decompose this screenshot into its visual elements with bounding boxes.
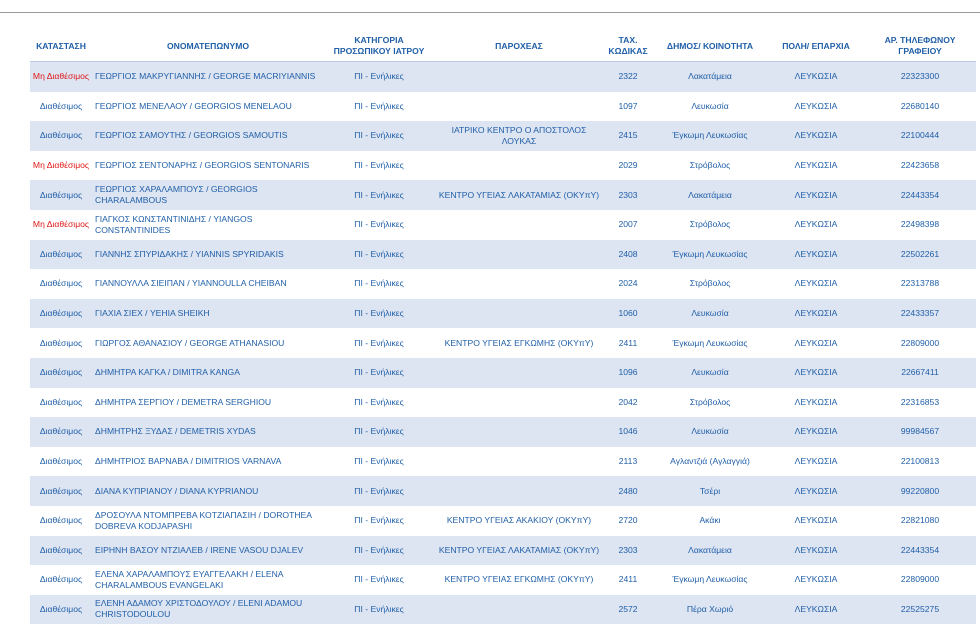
municipality-cell: Στρόβολος	[652, 269, 768, 299]
name-cell: ΓΙΑΧΙΑ ΣΙΕΧ / YEHIA SHEIKH	[92, 299, 324, 329]
city-cell: ΛΕΥΚΩΣΙΑ	[768, 595, 864, 625]
municipality-cell: Τσέρι	[652, 476, 768, 506]
col-header-name: ΟΝΟΜΑΤΕΠΩΝΥΜΟ	[92, 31, 324, 62]
category-cell: ΠΙ - Ενήλικες	[324, 240, 434, 270]
table-row	[30, 240, 976, 270]
name-cell: ΓΙΑΓΚΟΣ ΚΩΝΣΤΑΝΤΙΝΙΔΗΣ / YIANGOS CONSTANTINIDES	[92, 210, 324, 240]
postal-code-cell: 2303	[604, 536, 652, 566]
category-cell: ΠΙ - Ενήλικες	[324, 210, 434, 240]
city-cell: ΛΕΥΚΩΣΙΑ	[768, 417, 864, 447]
phone-cell: 22809000	[864, 328, 976, 358]
municipality-cell: Λακατάμεια	[652, 180, 768, 210]
name-cell: ΔΗΜΗΤΡΑ ΣΕΡΓΙΟΥ / DEMETRA SERGHIOU	[92, 388, 324, 418]
municipality-cell: Λευκωσία	[652, 417, 768, 447]
status-cell: Διαθέσιμος	[30, 269, 92, 299]
phone-cell: 22443354	[864, 180, 976, 210]
name-cell: ΓΕΩΡΓΙΟΣ ΣΑΜΟΥΤΗΣ / GEORGIOS SAMOUTIS	[92, 121, 324, 151]
category-cell: ΠΙ - Ενήλικες	[324, 388, 434, 418]
name-cell: ΕΙΡΗΝΗ ΒΑΣΟΥ ΝΤΖΙΑΛΕΒ / IRENE VASOU DJALEV	[92, 536, 324, 566]
status-cell: Διαθέσιμος	[30, 180, 92, 210]
phone-cell: 22100813	[864, 447, 976, 477]
provider-cell	[434, 151, 604, 181]
phone-cell: 22316853	[864, 388, 976, 418]
doctors-table	[30, 31, 976, 624]
table-row	[30, 299, 976, 329]
status-cell: Διαθέσιμος	[30, 417, 92, 447]
postal-code-cell: 2415	[604, 121, 652, 151]
municipality-cell: Λακατάμεια	[652, 62, 768, 92]
city-cell: ΛΕΥΚΩΣΙΑ	[768, 121, 864, 151]
name-cell: ΔΡΟΣΟΥΛΑ ΝΤΟΜΠΡΕΒΑ ΚΟΤΖΙΑΠΑΣΙΗ / DOROTHEA DOBREVA KODJAPASHI	[92, 506, 324, 536]
table-row	[30, 417, 976, 447]
city-cell: ΛΕΥΚΩΣΙΑ	[768, 151, 864, 181]
status-cell: Διαθέσιμος	[30, 388, 92, 418]
postal-code-cell: 2572	[604, 595, 652, 625]
category-cell: ΠΙ - Ενήλικες	[324, 595, 434, 625]
provider-cell	[434, 476, 604, 506]
name-cell: ΔΗΜΗΤΡΙΟΣ ΒΑΡΝΑΒΑ / DIMITRIOS VARNAVA	[92, 447, 324, 477]
provider-cell: ΚΕΝΤΡΟ ΥΓΕΙΑΣ ΕΓΚΩΜΗΣ (ΟΚΥπΥ)	[434, 565, 604, 595]
phone-cell: 22821080	[864, 506, 976, 536]
col-header-city: ΠΟΛΗ/ ΕΠΑΡΧΙΑ	[768, 31, 864, 62]
municipality-cell: Λευκωσία	[652, 92, 768, 122]
city-cell: ΛΕΥΚΩΣΙΑ	[768, 506, 864, 536]
municipality-cell: Έγκωμη Λευκωσίας	[652, 565, 768, 595]
postal-code-cell: 2042	[604, 388, 652, 418]
city-cell: ΛΕΥΚΩΣΙΑ	[768, 180, 864, 210]
status-cell: Μη Διαθέσιμος	[30, 151, 92, 181]
postal-code-cell: 2411	[604, 328, 652, 358]
name-cell: ΔΗΜΗΤΡΑ ΚΑΓΚΑ / DIMITRA KANGA	[92, 358, 324, 388]
postal-code-cell: 2113	[604, 447, 652, 477]
phone-cell: 99220800	[864, 476, 976, 506]
status-cell: Διαθέσιμος	[30, 536, 92, 566]
municipality-cell: Λακατάμεια	[652, 536, 768, 566]
phone-cell: 99984567	[864, 417, 976, 447]
name-cell: ΓΕΩΡΓΙΟΣ ΜΑΚΡΥΓΙΑΝΝΗΣ / GEORGE MACRIYIANNIS	[92, 62, 324, 92]
provider-cell	[434, 269, 604, 299]
provider-cell: ΚΕΝΤΡΟ ΥΓΕΙΑΣ ΕΓΚΩΜΗΣ (ΟΚΥπΥ)	[434, 328, 604, 358]
phone-cell: 22433357	[864, 299, 976, 329]
category-cell: ΠΙ - Ενήλικες	[324, 417, 434, 447]
name-cell: ΔΗΜΗΤΡΗΣ ΞΥΔΑΣ / DEMETRIS XYDAS	[92, 417, 324, 447]
postal-code-cell: 1097	[604, 92, 652, 122]
status-cell: Διαθέσιμος	[30, 121, 92, 151]
provider-cell: ΚΕΝΤΡΟ ΥΓΕΙΑΣ ΛΑΚΑΤΑΜΙΑΣ (ΟΚΥπΥ)	[434, 180, 604, 210]
category-cell: ΠΙ - Ενήλικες	[324, 565, 434, 595]
postal-code-cell: 2007	[604, 210, 652, 240]
col-header-phone: ΑΡ. ΤΗΛΕΦΩΝΟΥ ΓΡΑΦΕΙΟΥ	[864, 31, 976, 62]
col-header-provider: ΠΑΡΟΧΕΑΣ	[434, 31, 604, 62]
category-cell: ΠΙ - Ενήλικες	[324, 476, 434, 506]
provider-cell	[434, 447, 604, 477]
city-cell: ΛΕΥΚΩΣΙΑ	[768, 447, 864, 477]
name-cell: ΓΙΑΝΝΟΥΛΛΑ ΣΙΕΙΠΑΝ / YIANNOULLA CHEIBAN	[92, 269, 324, 299]
phone-cell: 22323300	[864, 62, 976, 92]
category-cell: ΠΙ - Ενήλικες	[324, 358, 434, 388]
table-row	[30, 595, 976, 625]
city-cell: ΛΕΥΚΩΣΙΑ	[768, 92, 864, 122]
provider-cell	[434, 388, 604, 418]
name-cell: ΓΕΩΡΓΙΟΣ ΣΕΝΤΟΝΑΡΗΣ / GEORGIOS SENTONARIS	[92, 151, 324, 181]
status-cell: Διαθέσιμος	[30, 476, 92, 506]
col-header-category: ΚΑΤΗΓΟΡΙΑ ΠΡΟΣΩΠΙΚΟΥ ΙΑΤΡΟΥ	[324, 31, 434, 62]
postal-code-cell: 2720	[604, 506, 652, 536]
category-cell: ΠΙ - Ενήλικες	[324, 328, 434, 358]
city-cell: ΛΕΥΚΩΣΙΑ	[768, 299, 864, 329]
postal-code-cell: 2024	[604, 269, 652, 299]
city-cell: ΛΕΥΚΩΣΙΑ	[768, 358, 864, 388]
status-cell: Διαθέσιμος	[30, 506, 92, 536]
provider-cell: ΚΕΝΤΡΟ ΥΓΕΙΑΣ ΛΑΚΑΤΑΜΙΑΣ (ΟΚΥπΥ)	[434, 536, 604, 566]
category-cell: ΠΙ - Ενήλικες	[324, 180, 434, 210]
postal-code-cell: 1096	[604, 358, 652, 388]
table-row	[30, 62, 976, 92]
table-row	[30, 447, 976, 477]
provider-cell	[434, 240, 604, 270]
category-cell: ΠΙ - Ενήλικες	[324, 92, 434, 122]
name-cell: ΓΕΩΡΓΙΟΣ ΧΑΡΑΛΑΜΠΟΥΣ / GEORGIOS CHARALAMBOUS	[92, 180, 324, 210]
municipality-cell: Λευκωσία	[652, 358, 768, 388]
table-row	[30, 269, 976, 299]
city-cell: ΛΕΥΚΩΣΙΑ	[768, 240, 864, 270]
table-row	[30, 536, 976, 566]
postal-code-cell: 1060	[604, 299, 652, 329]
category-cell: ΠΙ - Ενήλικες	[324, 62, 434, 92]
municipality-cell: Στρόβολος	[652, 388, 768, 418]
status-cell: Διαθέσιμος	[30, 447, 92, 477]
provider-cell	[434, 595, 604, 625]
city-cell: ΛΕΥΚΩΣΙΑ	[768, 388, 864, 418]
status-cell: Διαθέσιμος	[30, 358, 92, 388]
postal-code-cell: 2408	[604, 240, 652, 270]
category-cell: ΠΙ - Ενήλικες	[324, 506, 434, 536]
table-row	[30, 328, 976, 358]
phone-cell: 22680140	[864, 92, 976, 122]
name-cell: ΕΛΕΝΑ ΧΑΡΑΛΑΜΠΟΥΣ ΕΥΑΓΓΕΛΑΚΗ / ELENA CHARALAMBOUS EVANGELAKI	[92, 565, 324, 595]
postal-code-cell: 2322	[604, 62, 652, 92]
city-cell: ΛΕΥΚΩΣΙΑ	[768, 269, 864, 299]
municipality-cell: Αγλαντζιά (Αγλαγγιά)	[652, 447, 768, 477]
status-cell: Διαθέσιμος	[30, 299, 92, 329]
phone-cell: 22313788	[864, 269, 976, 299]
category-cell: ΠΙ - Ενήλικες	[324, 447, 434, 477]
col-header-municipality: ΔΗΜΟΣ/ ΚΟΙΝΟΤΗΤΑ	[652, 31, 768, 62]
postal-code-cell: 2029	[604, 151, 652, 181]
city-cell: ΛΕΥΚΩΣΙΑ	[768, 210, 864, 240]
name-cell: ΔΙΑΝΑ ΚΥΠΡΙΑΝΟΥ / DIANA KYPRIANOU	[92, 476, 324, 506]
municipality-cell: Ακάκι	[652, 506, 768, 536]
municipality-cell: Στρόβολος	[652, 210, 768, 240]
postal-code-cell: 2303	[604, 180, 652, 210]
status-cell: Διαθέσιμος	[30, 92, 92, 122]
table-row	[30, 210, 976, 240]
status-cell: Διαθέσιμος	[30, 565, 92, 595]
city-cell: ΛΕΥΚΩΣΙΑ	[768, 565, 864, 595]
provider-cell	[434, 417, 604, 447]
provider-cell: ΙΑΤΡΙΚΟ ΚΕΝΤΡΟ Ο ΑΠΟΣΤΟΛΟΣ ΛΟΥΚΑΣ	[434, 121, 604, 151]
city-cell: ΛΕΥΚΩΣΙΑ	[768, 328, 864, 358]
category-cell: ΠΙ - Ενήλικες	[324, 299, 434, 329]
name-cell: ΓΕΩΡΓΙΟΣ ΜΕΝΕΛΑΟΥ / GEORGIOS MENELAOU	[92, 92, 324, 122]
city-cell: ΛΕΥΚΩΣΙΑ	[768, 62, 864, 92]
table-row	[30, 388, 976, 418]
municipality-cell: Στρόβολος	[652, 151, 768, 181]
phone-cell: 22423658	[864, 151, 976, 181]
table-row	[30, 506, 976, 536]
city-cell: ΛΕΥΚΩΣΙΑ	[768, 536, 864, 566]
table-row	[30, 565, 976, 595]
municipality-cell: Έγκωμη Λευκωσίας	[652, 328, 768, 358]
status-cell: Μη Διαθέσιμος	[30, 62, 92, 92]
phone-cell: 22667411	[864, 358, 976, 388]
status-cell: Διαθέσιμος	[30, 240, 92, 270]
name-cell: ΕΛΕΝΗ ΑΔΑΜΟΥ ΧΡΙΣΤΟΔΟΥΛΟΥ / ELENI ADAMOU CHRISTODOULOU	[92, 595, 324, 625]
provider-cell	[434, 358, 604, 388]
municipality-cell: Πέρα Χωριό	[652, 595, 768, 625]
postal-code-cell: 2480	[604, 476, 652, 506]
phone-cell: 22502261	[864, 240, 976, 270]
name-cell: ΓΙΩΡΓΟΣ ΑΘΑΝΑΣΙΟΥ / GEORGE ATHANASIOU	[92, 328, 324, 358]
status-cell: Διαθέσιμος	[30, 595, 92, 625]
municipality-cell: Λευκωσία	[652, 299, 768, 329]
category-cell: ΠΙ - Ενήλικες	[324, 269, 434, 299]
postal-code-cell: 2411	[604, 565, 652, 595]
municipality-cell: Έγκωμη Λευκωσίας	[652, 240, 768, 270]
status-cell: Μη Διαθέσιμος	[30, 210, 92, 240]
provider-cell	[434, 62, 604, 92]
category-cell: ΠΙ - Ενήλικες	[324, 536, 434, 566]
table-row	[30, 121, 976, 151]
table-row	[30, 180, 976, 210]
municipality-cell: Έγκωμη Λευκωσίας	[652, 121, 768, 151]
phone-cell: 22443354	[864, 536, 976, 566]
table-row	[30, 151, 976, 181]
table-row	[30, 358, 976, 388]
provider-cell	[434, 210, 604, 240]
status-cell: Διαθέσιμος	[30, 328, 92, 358]
table-row	[30, 92, 976, 122]
col-header-status: ΚΑΤΑΣΤΑΣΗ	[30, 31, 92, 62]
provider-cell: ΚΕΝΤΡΟ ΥΓΕΙΑΣ ΑΚΑΚΙΟΥ (ΟΚΥπΥ)	[434, 506, 604, 536]
city-cell: ΛΕΥΚΩΣΙΑ	[768, 476, 864, 506]
postal-code-cell: 1046	[604, 417, 652, 447]
name-cell: ΓΙΑΝΝΗΣ ΣΠΥΡΙΔΑΚΗΣ / YIANNIS SPYRIDAKIS	[92, 240, 324, 270]
page-top-rule	[0, 12, 980, 13]
col-header-postal-code: ΤΑΧ. ΚΩΔΙΚΑΣ	[604, 31, 652, 62]
category-cell: ΠΙ - Ενήλικες	[324, 151, 434, 181]
phone-cell: 22525275	[864, 595, 976, 625]
category-cell: ΠΙ - Ενήλικες	[324, 121, 434, 151]
phone-cell: 22809000	[864, 565, 976, 595]
table-row	[30, 476, 976, 506]
phone-cell: 22100444	[864, 121, 976, 151]
phone-cell: 22498398	[864, 210, 976, 240]
table-header-row	[30, 31, 976, 62]
provider-cell	[434, 299, 604, 329]
provider-cell	[434, 92, 604, 122]
